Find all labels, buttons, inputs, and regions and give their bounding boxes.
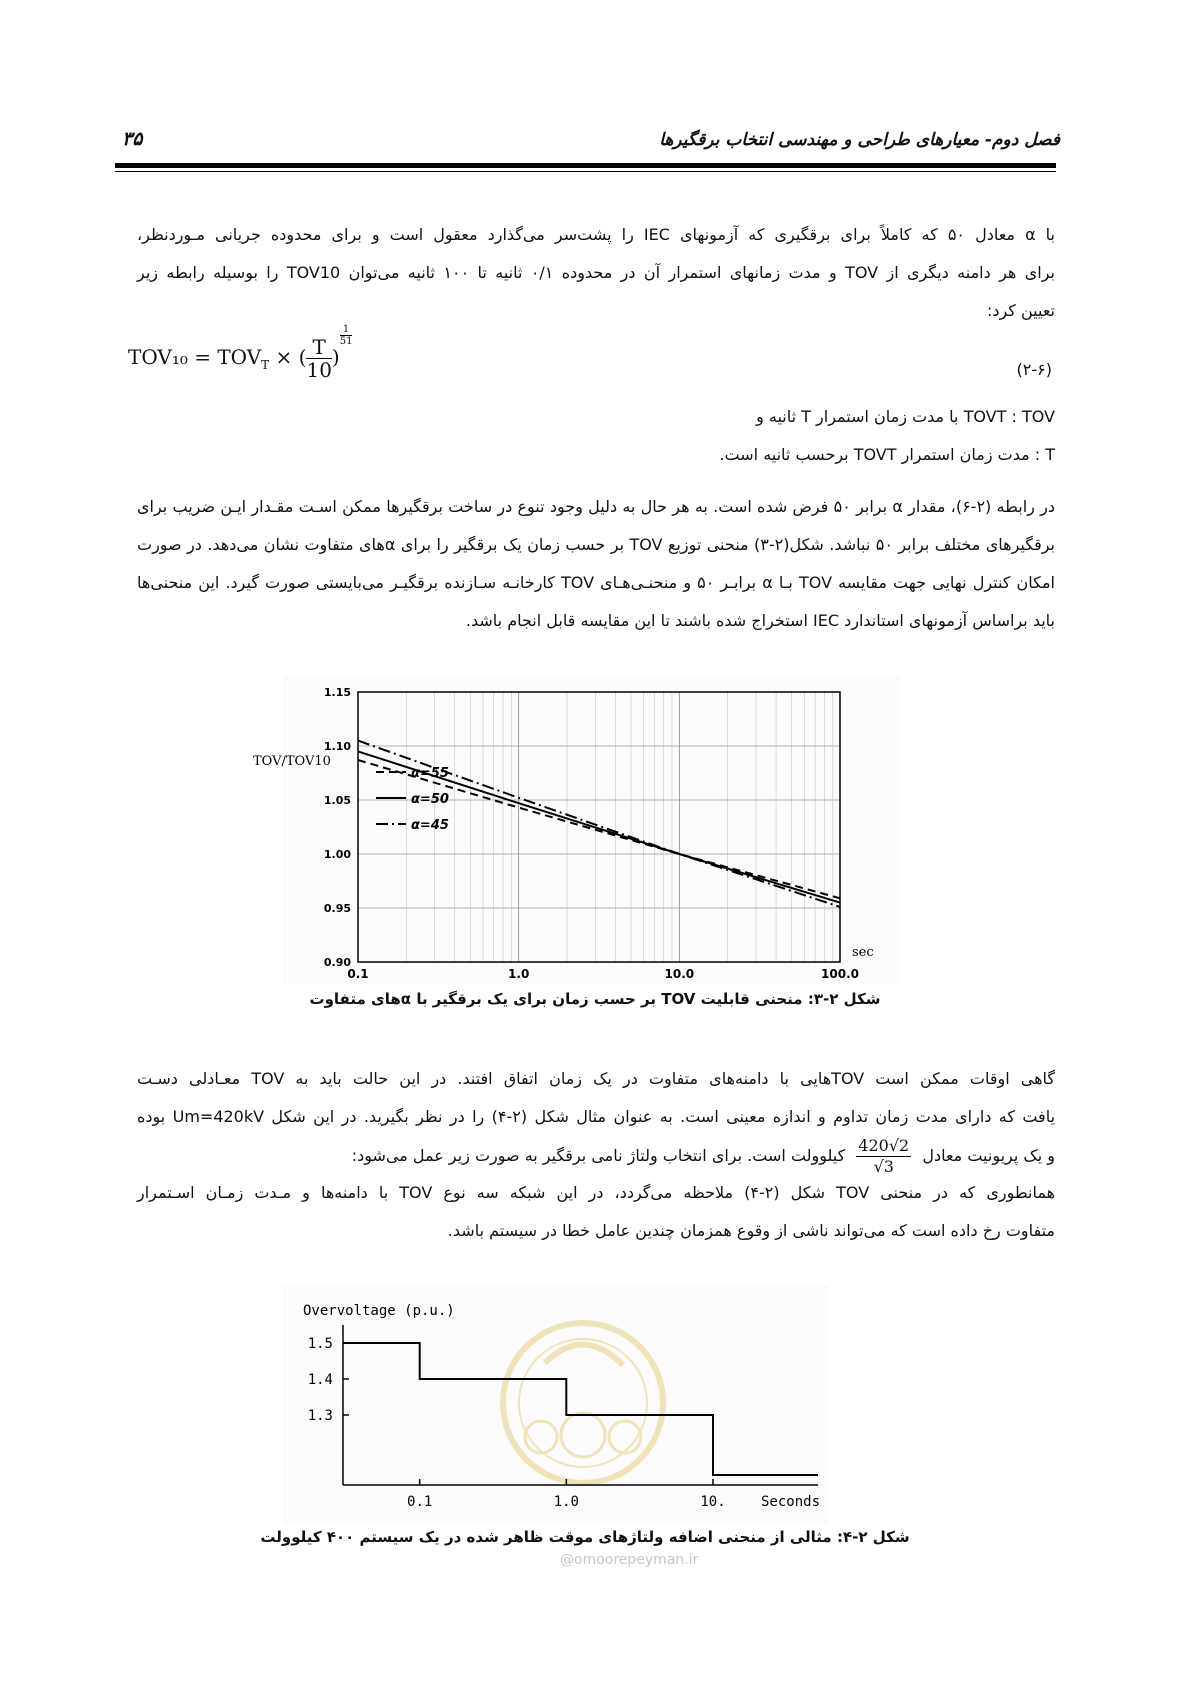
x-tick-labels bbox=[347, 967, 859, 981]
figure-2-4-caption: شکل ۲-۴: مثالی از منحنی اضافه ولتاژهای موقت ظاهر شده در یک سیستم ۴۰۰ کیلوولت bbox=[260, 1528, 910, 1546]
overvoltage-axis-label: Overvoltage (p.u.) bbox=[303, 1303, 455, 1319]
fig2-x-ticks bbox=[407, 1479, 726, 1510]
legend-label: α=55 bbox=[411, 766, 449, 781]
x-axis-unit: sec bbox=[852, 945, 874, 960]
paragraph-3-line-3 bbox=[137, 1136, 1055, 1174]
voltage-fraction-num: 420√2 bbox=[858, 1136, 910, 1155]
equation-fraction bbox=[306, 336, 331, 381]
y-tick-label: 1.5 bbox=[307, 1336, 333, 1352]
paragraph-3-line-4: همانطوری که در منحنی TOV شکل (۲-۴) ملاحظه می‌گردد، در این شبکه سه نوع TOV با دامنه‌ها و مـدت زمـان اسـتمرار bbox=[137, 1183, 1056, 1202]
paragraph-2-text: در رابطه (۲-۶)، مقدار α برابر ۵۰ فرض شده است. به هر حال به دلیل وجود تنوع در ساخت برقگیرها ممکن اسـت مقـدار ایـن ضریب برای برقگیرهای مختلف برابر ۵۰ نباشد. شکل(۲-۳) منحنی توزیع TOV بر حسب زمان یک برقگیر را برای αهای متفاوت نشان می‌دهد. در صورت امکان کنترل نهایی جهت مقایسه TOV بـا α برابـر ۵۰ و منحنـی‌هـای TOV کارخانـه سـازنده برقگیـر می‌بایستی صورت گیرد. این منحنی‌ها باید براساس آزمونهای استاندارد IEC استخراج شده باشند تا این مقایسه قابل انجام باشد. bbox=[137, 497, 1056, 630]
watermark-text: @omoorepeyman.ir bbox=[560, 1552, 699, 1568]
y-tick-label: 0.95 bbox=[323, 902, 351, 915]
legend-label: α=50 bbox=[411, 792, 449, 807]
definition-t: T : مدت زمان استمرار TOVT برحسب ثانیه است. bbox=[719, 445, 1055, 464]
exponent-den: 51 bbox=[339, 336, 353, 347]
definitions bbox=[137, 398, 1055, 474]
figure-2-3 bbox=[253, 676, 900, 984]
equation-fraction-num: T bbox=[306, 336, 331, 359]
chart-legend bbox=[376, 766, 449, 833]
paragraph-3-line-3b: کیلوولت است. برای انتخاب ولتاژ نامی برقگیر به صورت زیر عمل می‌شود: bbox=[351, 1146, 846, 1165]
y-tick-label: 1.15 bbox=[323, 686, 351, 699]
x-tick-label: 1.0 bbox=[553, 1494, 579, 1510]
running-title: فصل دوم- معیارهای طراحی و مهندسی انتخاب برقگیرها bbox=[659, 130, 1060, 150]
y-tick-label: 1.3 bbox=[307, 1408, 333, 1424]
figure-2-4-chart bbox=[283, 1285, 828, 1525]
page-number: ۳۵ bbox=[122, 128, 143, 150]
paragraph-3-line-2: یافت که دارای مدت زمان تداوم و اندازه معینی است. به عنوان مثال شکل (۲-۴) را در نظر بگیرید. در این شکل Um=420kV بوده bbox=[137, 1107, 1056, 1126]
y-tick-labels bbox=[324, 686, 351, 969]
voltage-fraction bbox=[856, 1136, 911, 1177]
equation-exponent bbox=[340, 324, 353, 347]
intro-paragraph bbox=[137, 216, 1055, 330]
header-rule-thick bbox=[115, 163, 1056, 168]
equation-close: ) bbox=[331, 345, 340, 369]
legend-label: α=45 bbox=[411, 818, 449, 833]
paragraph-3-line-5: متفاوت رخ داده است که می‌تواند ناشی از وقوع همزمان چندین عامل خطا در سیستم باشد. bbox=[447, 1221, 1055, 1240]
x-tick-label: 10.0 bbox=[664, 967, 695, 981]
figure-2-3-caption: شکل ۲-۳: منحنی قابلیت TOV بر حسب زمان برای یک برقگیر با αهای متفاوت bbox=[309, 990, 881, 1008]
definition-tovt: TOVT : TOV با مدت زمان استمرار T ثانیه و bbox=[756, 407, 1055, 426]
equation-times: × ( bbox=[269, 345, 307, 369]
header-rule-thin bbox=[115, 171, 1056, 172]
x-tick-label: 10. bbox=[700, 1494, 726, 1510]
equation-number: (۲-۶) bbox=[1016, 360, 1052, 379]
exponent-num: 1 bbox=[340, 324, 353, 336]
equation-2-6 bbox=[128, 324, 353, 396]
paragraph-3 bbox=[137, 1060, 1055, 1250]
watermark-logo bbox=[503, 1323, 663, 1483]
x-tick-label: 0.1 bbox=[347, 967, 369, 981]
y-tick-label: 1.05 bbox=[323, 794, 351, 807]
figure-2-4 bbox=[283, 1285, 828, 1525]
y-tick-label: 1.4 bbox=[307, 1372, 333, 1388]
x-tick-label: 100.0 bbox=[821, 967, 859, 981]
equation-sub: T bbox=[261, 358, 270, 372]
x-tick-label: 1.0 bbox=[508, 967, 530, 981]
y-axis-label: TOV/TOV10 bbox=[253, 754, 331, 769]
intro-line-1: با α معادل ۵۰ که کاملاً برای برقگیری که آزمونهای IEC را پشت‌سر می‌گذارد معقول است و برای محدوده جریانی مـوردنظر، bbox=[137, 225, 1056, 244]
intro-line-3: تعیین کرد: bbox=[986, 301, 1055, 320]
x-tick-label: 0.1 bbox=[407, 1494, 433, 1510]
y-tick-label: 1.00 bbox=[323, 848, 351, 861]
equation-fraction-den: 10 bbox=[306, 358, 332, 382]
paragraph-3-line-3a: و یک پریونیت معادل bbox=[922, 1146, 1055, 1165]
y-tick-label: 0.90 bbox=[323, 956, 351, 969]
paragraph-2 bbox=[137, 488, 1055, 640]
voltage-fraction-den: √3 bbox=[873, 1157, 894, 1176]
equation-lhs: TOV₁₀ = TOV bbox=[128, 345, 262, 369]
paragraph-3-line-1: گاهی اوقات ممکن است TOVهایی با دامنه‌های متفاوت در یک زمان اتفاق افتند. در این حالت باید به TOV معـادلی دسـت bbox=[137, 1069, 1055, 1088]
intro-line-2: برای هر دامنه دیگری از TOV و مدت زمانهای استمرار آن در محدوده ۰/۱ ثانیه تا ۱۰۰ ثانیه می‌توان TOV10 را بوسیله رابطه زیر bbox=[137, 263, 1055, 282]
seconds-axis-label: Seconds bbox=[761, 1494, 821, 1510]
y-tick-label: 1.10 bbox=[323, 740, 351, 753]
figure-2-3-chart bbox=[253, 676, 900, 984]
overvoltage-step-curve bbox=[343, 1343, 818, 1475]
